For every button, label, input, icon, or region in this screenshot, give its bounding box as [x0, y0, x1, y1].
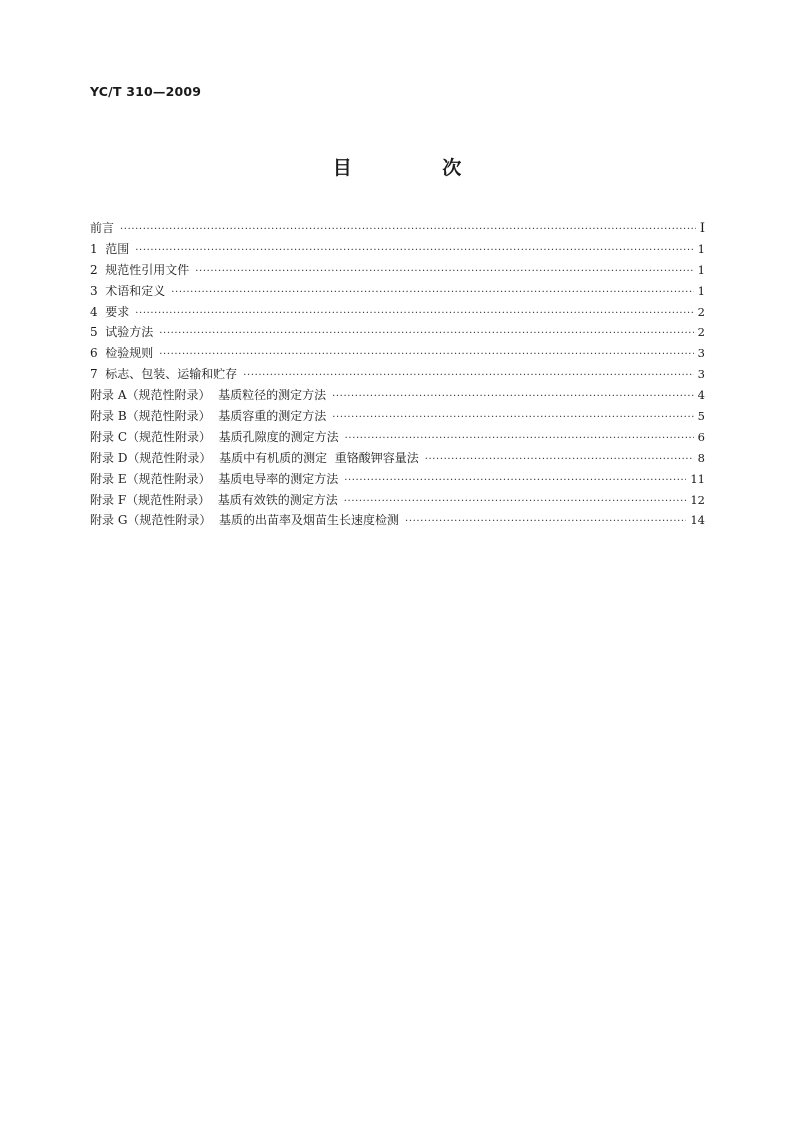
toc-entry-page: 1 — [697, 283, 705, 298]
toc-entry-label: 3 术语和定义 — [90, 283, 166, 298]
toc-leader-dots — [195, 262, 693, 283]
toc-list — [90, 218, 705, 531]
toc-leader-dots — [159, 345, 693, 366]
toc-entry-label: 1 范围 — [90, 241, 130, 256]
toc-entry-page: Ⅰ — [699, 221, 705, 236]
toc-entry-page: 4 — [697, 388, 705, 403]
toc-entry-normative-references[interactable] — [90, 260, 705, 281]
toc-title: 目 次 — [332, 157, 504, 179]
toc-entry-scope[interactable] — [90, 239, 705, 260]
toc-entry-page: 3 — [697, 346, 705, 361]
toc-entry-label: 2 规范性引用文件 — [90, 262, 190, 277]
toc-leader-dots — [332, 408, 693, 429]
toc-leader-dots — [135, 241, 693, 262]
toc-entry-page: 8 — [697, 450, 705, 465]
toc-entry-test-methods[interactable] — [90, 322, 705, 343]
toc-leader-dots — [405, 512, 686, 533]
toc-entry-page: 5 — [697, 409, 705, 424]
toc-leader-dots — [332, 387, 694, 408]
toc-leader-dots — [120, 220, 696, 241]
toc-entry-page: 3 — [697, 367, 705, 382]
toc-entry-label: 附录 C（规范性附录） 基质孔隙度的测定方法 — [90, 429, 339, 444]
toc-leader-dots — [135, 304, 693, 325]
toc-entry-annex-g[interactable] — [90, 510, 705, 531]
toc-entry-annex-c[interactable] — [90, 427, 705, 448]
toc-entry-label: 附录 E（规范性附录） 基质电导率的测定方法 — [90, 471, 339, 486]
toc-entry-annex-b[interactable] — [90, 406, 705, 427]
toc-entry-annex-d[interactable] — [90, 448, 705, 469]
toc-entry-label: 附录 B（规范性附录） 基质容重的测定方法 — [90, 409, 327, 424]
toc-entry-label: 7 标志、包装、运输和贮存 — [90, 367, 238, 382]
toc-leader-dots — [159, 324, 693, 345]
toc-leader-dots — [425, 450, 694, 471]
toc-entry-label: 前言 — [90, 221, 115, 235]
toc-entry-page: 1 — [697, 262, 705, 277]
toc-entry-label: 附录 F（规范性附录） 基质有效铁的测定方法 — [90, 492, 338, 507]
toc-leader-dots — [345, 429, 694, 450]
toc-entry-label: 附录 D（规范性附录） 基质中有机质的测定 重铬酸钾容量法 — [90, 450, 419, 465]
toc-entry-label: 6 检验规则 — [90, 346, 154, 361]
toc-entry-annex-f[interactable] — [90, 490, 705, 511]
toc-entry-page: 12 — [690, 492, 705, 507]
toc-entry-page: 6 — [697, 429, 705, 444]
toc-entry-label: 附录 A（规范性附录） 基质粒径的测定方法 — [90, 388, 327, 403]
toc-entry-page: 1 — [697, 241, 705, 256]
toc-leader-dots — [171, 283, 693, 304]
standard-code: YC/T 310—2009 — [90, 84, 202, 99]
toc-entry-foreword[interactable] — [90, 218, 705, 239]
toc-entry-marking-packaging[interactable] — [90, 364, 705, 385]
toc-entry-page: 14 — [690, 513, 705, 528]
toc-leader-dots — [243, 366, 693, 387]
toc-entry-page: 2 — [697, 325, 705, 340]
toc-entry-inspection-rules[interactable] — [90, 343, 705, 364]
toc-entry-label: 附录 G（规范性附录） 基质的出苗率及烟苗生长速度检测 — [90, 513, 400, 528]
toc-entry-annex-a[interactable] — [90, 385, 705, 406]
toc-leader-dots — [344, 471, 686, 492]
toc-leader-dots — [344, 492, 687, 513]
toc-entry-requirements[interactable] — [90, 302, 705, 323]
toc-entry-label: 4 要求 — [90, 304, 130, 319]
toc-entry-page: 2 — [697, 304, 705, 319]
toc-entry-terms-definitions[interactable] — [90, 281, 705, 302]
toc-entry-annex-e[interactable] — [90, 469, 705, 490]
toc-entry-page: 11 — [690, 471, 705, 486]
toc-entry-label: 5 试验方法 — [90, 325, 154, 340]
